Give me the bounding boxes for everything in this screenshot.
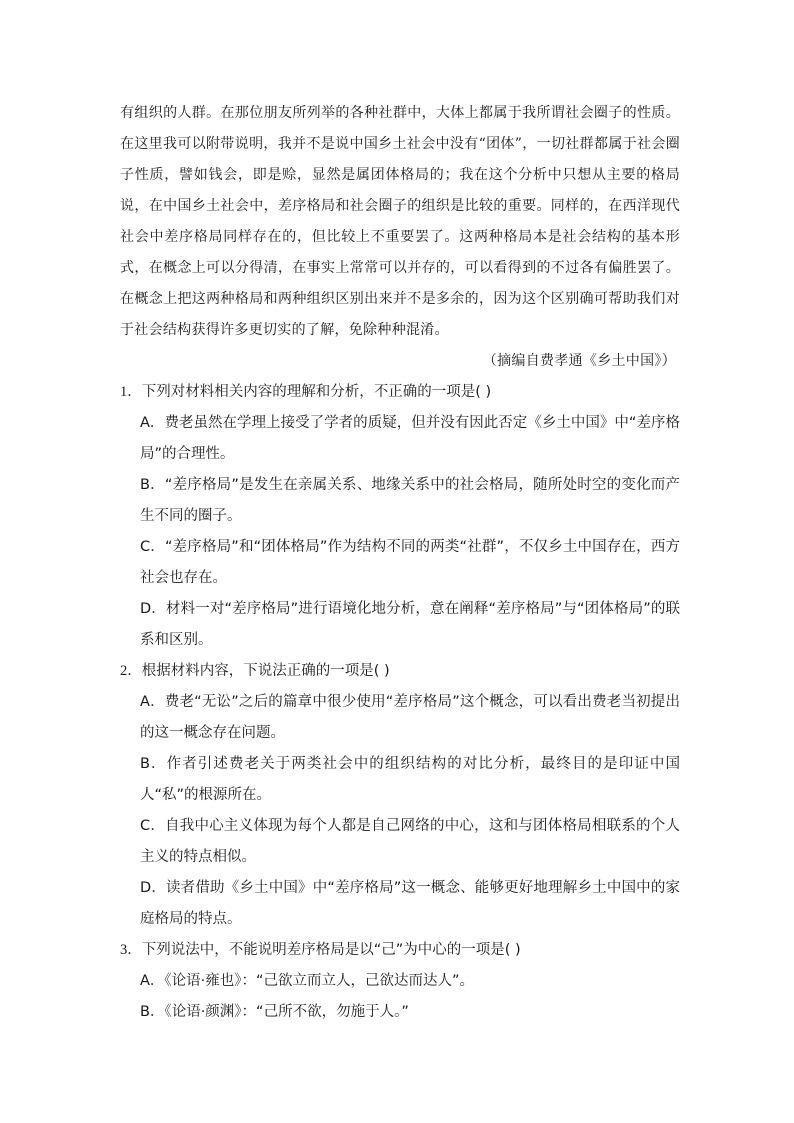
question-stem: [120, 377, 680, 408]
question-2: [120, 656, 680, 935]
option-c: C．“差序格局”和“团体格局”作为结构不同的两类“社群”，不仅乡土中国存在，西方社会也存在。: [140, 539, 680, 586]
question-number: 3．: [120, 942, 142, 958]
option-a: A．费老虽然在学理上接受了学者的质疑，但并没有因此否定《乡土中国》中“差序格局”的合理性。: [140, 415, 680, 462]
option-a: A．费老“无讼”之后的篇章中很少使用“差序格局”这个概念，可以看出费老当初提出的这一概念存在问题。: [140, 694, 680, 741]
question-text: 下列对材料相关内容的理解和分析，不正确的一项是( ): [141, 384, 492, 400]
passage-text-block: [120, 98, 680, 346]
option-b: B．《论语·颜渊》：“己所不欲，勿施于人。”: [140, 1004, 409, 1020]
question-stem: [120, 656, 680, 687]
question-text: 下列说法中，不能说明差序格局是以“己”为中心的一项是( ): [141, 942, 521, 958]
option-a: A．《论语·雍也》：“己欲立而立人，己欲达而达人”。: [140, 973, 475, 989]
option-b: B．“差序格局”是发生在亲属关系、地缘关系中的社会格局，随所处时空的变化而产生不同的圈子。: [140, 477, 680, 524]
question-number: 2．: [120, 663, 142, 679]
question-3: [120, 935, 680, 1028]
question-stem: [120, 935, 680, 966]
question-number: 1．: [120, 384, 142, 400]
question-list: [120, 377, 680, 1028]
option-c: C．自我中心主义体现为每个人都是自己网络的中心，这和与团体格局相联系的个人主义的特点相似。: [140, 818, 680, 865]
option-d: D．读者借助《乡土中国》中“差序格局”这一概念、能够更好地理解乡土中国中的家庭格局的特点。: [140, 880, 680, 927]
option-d: D．材料一对“差序格局”进行语境化地分析，意在阐释“差序格局”与“团体格局”的联系和区别。: [140, 601, 680, 648]
question-1: [120, 377, 680, 656]
option-b: B．作者引述费老关于两类社会中的组织结构的对比分析，最终目的是印证中国人“私”的根源所在。: [140, 756, 680, 803]
passage-source: （摘编自费孝通《乡土中国》）: [482, 353, 676, 369]
passage-paragraph: 有组织的人群。在那位朋友所列举的各种社群中，大体上都属于我所谓社会圈子的性质。在这里我可以附带说明，我并不是说中国乡土社会中没有“团体”，一切社群都属于社会圈子性质，譬如钱会，即是赊，显然是属团体格局的；我在这个分析中只想从主要的格局说，在中国乡土社会中，差序格局和社会圈子的组织是比较的重要。同样的，在西洋现代社会中差序格局同样存在的，但比较上不重要罢了。这两种格局本是社会结构的基本形式，在概念上可以分得清，在事实上常常可以并存的，可以看得到的不过各有偏胜罢了。在概念上把这两种格局和两种组织区别出来并不是多余的，因为这个区别确可帮助我们对于社会结构获得许多更切实的了解，免除种种混淆。: [120, 105, 680, 338]
question-text: 根据材料内容，下说法正确的一项是( ): [141, 663, 390, 679]
